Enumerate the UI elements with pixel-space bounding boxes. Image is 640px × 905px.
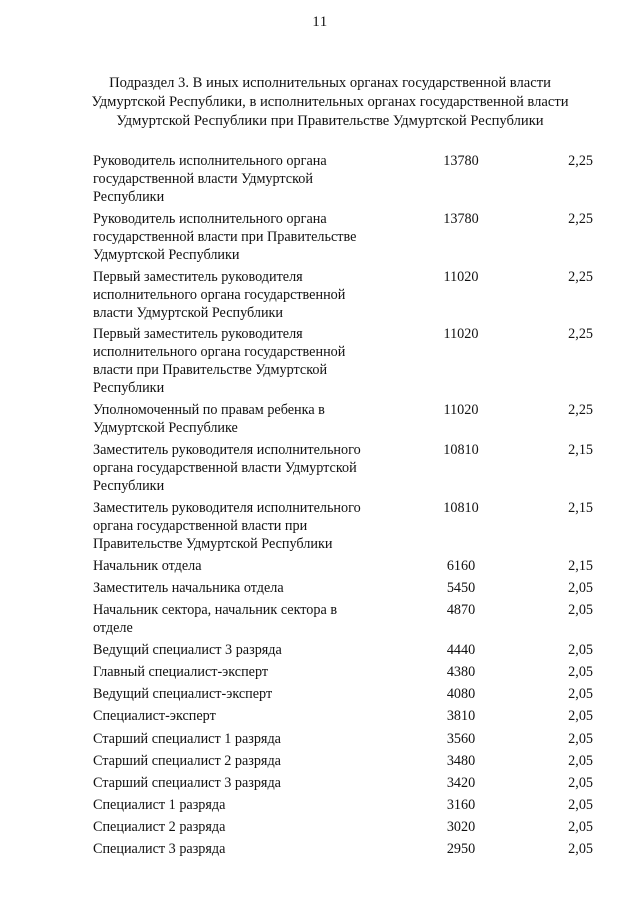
table-row (93, 840, 593, 858)
salary-value: 10810 (443, 441, 479, 458)
salary-value: 4080 (446, 686, 476, 703)
position-title-line: государственной власти Удмуртской (93, 171, 313, 187)
coefficient-value: 2,05 (568, 797, 593, 814)
position-title-line: отделе (93, 619, 133, 636)
position-title-line: Специалист 2 разряда (93, 819, 226, 836)
table-row (93, 401, 593, 437)
table-row (93, 685, 593, 703)
coefficient-value: 2,25 (568, 153, 593, 169)
table-row (93, 663, 593, 681)
position-title-line: Руководитель исполнительного органа (93, 153, 327, 169)
coefficient-value: 2,05 (568, 730, 593, 747)
table-row (93, 707, 593, 725)
coefficient-value: 2,15 (568, 441, 593, 458)
table-row (93, 579, 593, 597)
coefficient-value: 2,25 (568, 402, 593, 419)
table-row (93, 210, 593, 264)
salary-value: 3420 (446, 774, 476, 791)
position-title-line: Руководитель исполнительного органа (93, 210, 327, 227)
coefficient-value: 2,25 (568, 326, 593, 343)
position-title-line: Начальник отдела (93, 557, 202, 574)
coefficient-value: 2,15 (568, 499, 593, 516)
position-title-line: Старший специалист 2 разряда (93, 752, 281, 769)
section-heading-line: Удмуртской Республики при Правительстве Удмуртской Республики (116, 113, 544, 129)
position-title-line: органа государственной власти Удмуртской (93, 459, 357, 476)
salary-value: 13780 (443, 153, 479, 169)
salary-value: 3160 (446, 797, 476, 814)
position-title-line: Главный специалист-эксперт (93, 663, 269, 680)
position-title (93, 557, 393, 575)
salary-value: 3810 (446, 708, 476, 725)
coefficient-value: 2,05 (568, 601, 593, 618)
position-title-line: исполнительного органа государственной (93, 286, 346, 303)
position-title-line: Уполномоченный по правам ребенка в (93, 402, 325, 419)
table-row (93, 152, 593, 206)
position-title-line: органа государственной власти при (93, 517, 308, 534)
position-title (93, 730, 393, 748)
position-title (93, 210, 393, 264)
table-row (93, 268, 593, 322)
position-title-line: Ведущий специалист 3 разряда (93, 641, 282, 658)
position-title-line: Правительстве Удмуртской Республики (93, 535, 333, 552)
position-title-line: Начальник сектора, начальник сектора в (93, 601, 338, 618)
table-row (93, 730, 593, 748)
position-title-line: власти при Правительстве Удмуртской (93, 362, 328, 379)
salary-value: 5450 (446, 579, 476, 596)
position-title (93, 774, 393, 792)
salary-value: 3020 (446, 819, 476, 836)
table-row (93, 441, 593, 495)
salary-table (93, 152, 593, 858)
position-title (93, 601, 393, 637)
salary-value: 11020 (443, 326, 479, 343)
coefficient-value: 2,05 (568, 686, 593, 703)
position-title-line: Первый заместитель руководителя (93, 326, 303, 343)
coefficient-value: 2,25 (568, 210, 593, 227)
position-title (93, 796, 393, 814)
salary-value: 4440 (446, 641, 476, 658)
position-title (93, 152, 393, 206)
position-title (93, 325, 393, 397)
position-title (93, 707, 393, 725)
coefficient-value: 2,05 (568, 841, 593, 858)
section-heading (80, 74, 580, 131)
position-title-line: Первый заместитель руководителя (93, 268, 303, 285)
position-title-line: Старший специалист 1 разряда (93, 730, 281, 747)
coefficient-value: 2,05 (568, 752, 593, 769)
coefficient-value: 2,05 (568, 819, 593, 836)
salary-value: 3480 (446, 752, 476, 769)
table-row (93, 774, 593, 792)
table-row (93, 325, 593, 397)
section-heading-line: Подраздел 3. В иных исполнительных органах государственной власти (109, 75, 551, 91)
position-title (93, 840, 393, 858)
salary-value: 4380 (446, 663, 476, 680)
coefficient-value: 2,15 (568, 557, 593, 574)
position-title-line: Заместитель начальника отдела (93, 579, 284, 596)
position-title (93, 499, 393, 553)
table-row (93, 752, 593, 770)
table-row (93, 796, 593, 814)
position-title-line: Специалист-эксперт (93, 708, 216, 725)
salary-value: 11020 (443, 268, 479, 285)
page-number: 11 (312, 14, 328, 30)
salary-value: 3560 (446, 730, 476, 747)
section-heading-line: Удмуртской Республики, в исполнительных органах государственной власти (91, 94, 569, 110)
position-title (93, 579, 393, 597)
position-title (93, 752, 393, 770)
position-title (93, 268, 393, 322)
salary-value: 11020 (443, 402, 479, 419)
position-title (93, 641, 393, 659)
coefficient-value: 2,05 (568, 774, 593, 791)
coefficient-value: 2,05 (568, 708, 593, 725)
position-title-line: Удмуртской Республике (93, 420, 238, 437)
table-row (93, 499, 593, 553)
salary-value: 2950 (446, 841, 476, 858)
salary-value: 6160 (446, 557, 476, 574)
coefficient-value: 2,05 (568, 579, 593, 596)
salary-value: 13780 (443, 210, 479, 227)
salary-value: 10810 (443, 499, 479, 516)
position-title-line: Республики (93, 477, 165, 494)
position-title (93, 441, 393, 495)
position-title-line: власти Удмуртской Республики (93, 304, 284, 321)
position-title-line: Старший специалист 3 разряда (93, 774, 281, 791)
position-title-line: государственной власти при Правительстве (93, 228, 357, 245)
table-row (93, 557, 593, 575)
position-title-line: Удмуртской Республики (93, 246, 240, 263)
position-title (93, 663, 393, 681)
table-row (93, 641, 593, 659)
salary-value: 4870 (446, 601, 476, 618)
position-title-line: Республики (93, 380, 165, 397)
position-title (93, 401, 393, 437)
table-row (93, 818, 593, 836)
coefficient-value: 2,05 (568, 641, 593, 658)
position-title-line: Республики (93, 189, 165, 205)
coefficient-value: 2,25 (568, 268, 593, 285)
position-title (93, 685, 393, 703)
table-row (93, 601, 593, 637)
position-title (93, 818, 393, 836)
position-title-line: Ведущий специалист-эксперт (93, 686, 273, 703)
coefficient-value: 2,05 (568, 663, 593, 680)
position-title-line: Специалист 3 разряда (93, 841, 226, 858)
position-title-line: исполнительного органа государственной (93, 344, 346, 361)
position-title-line: Заместитель руководителя исполнительного (93, 499, 361, 516)
position-title-line: Специалист 1 разряда (93, 797, 226, 814)
position-title-line: Заместитель руководителя исполнительного (93, 441, 361, 458)
